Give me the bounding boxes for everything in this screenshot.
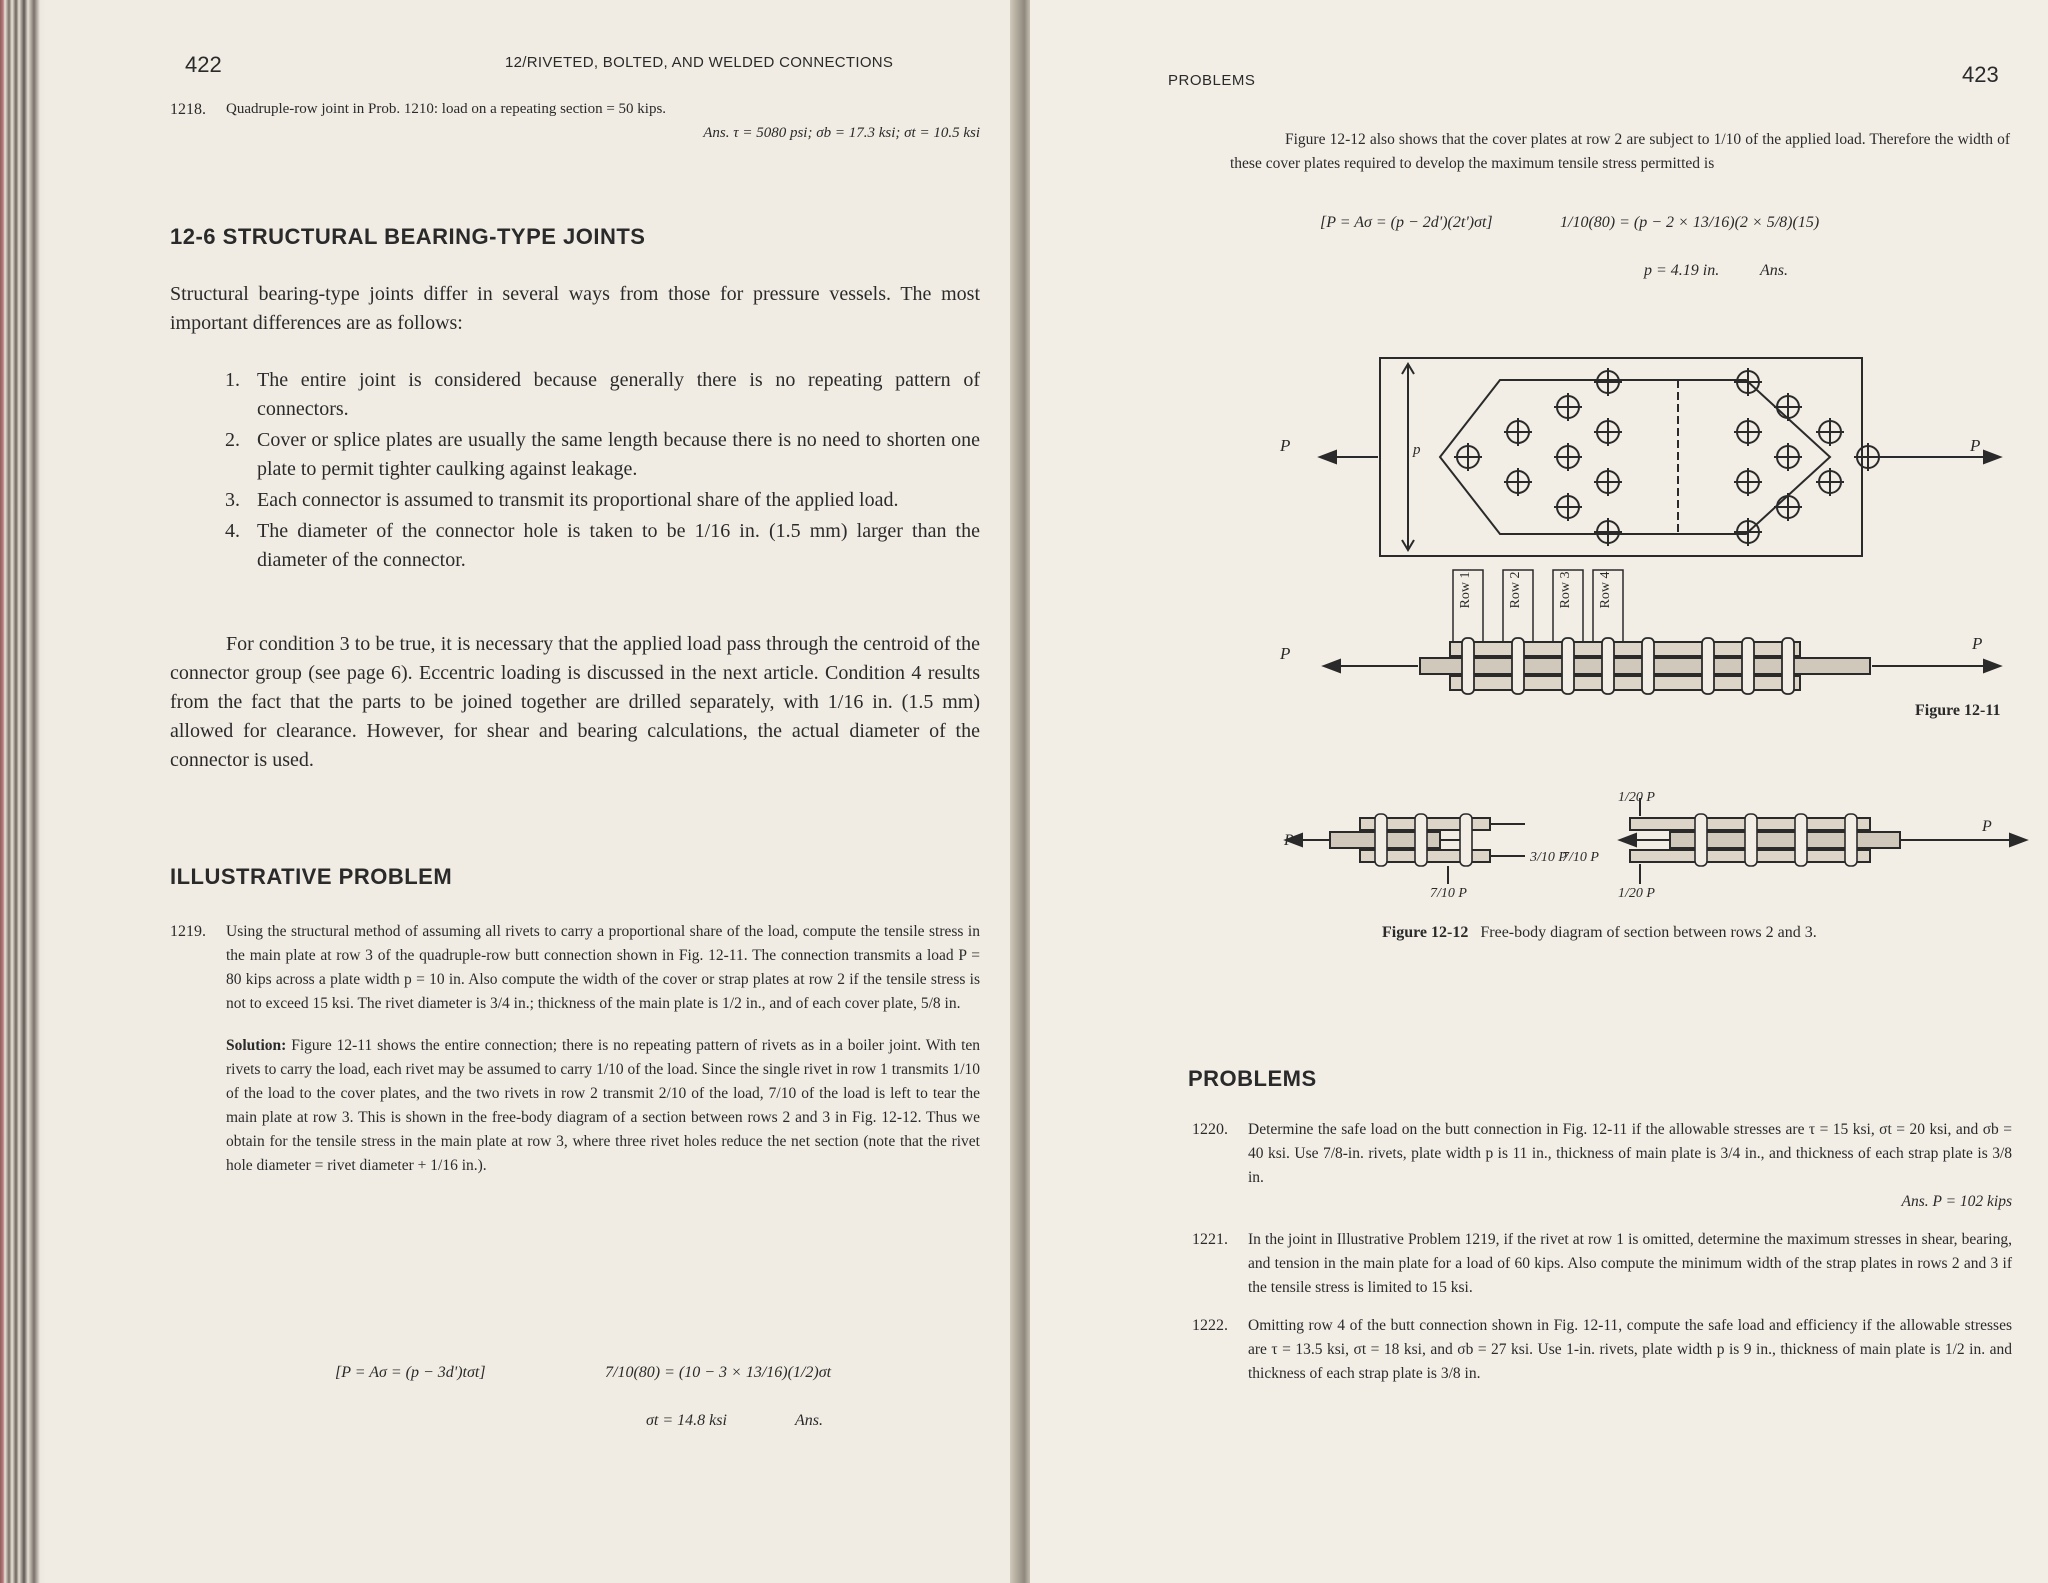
condition-paragraph: For condition 3 to be true, it is necessary that the applied load pass through the centroid of the connector group (see page 6). Eccentric loading is discussed in the next article. Condition 4 results from the fact that the parts to be joined together are drilled separately, with 1/16 in. (1.5 mm) allowed for clearance. However, for shear and bearing calculations, the actual diameter of the connector is used. — [170, 633, 980, 771]
problems-list — [1192, 1118, 2012, 1386]
rivet-shank — [1702, 638, 1714, 694]
list-item — [225, 517, 980, 575]
left-page — [0, 0, 1020, 1583]
arrowhead-left — [1620, 834, 1636, 846]
problem-number: 1220. — [1192, 1121, 1228, 1138]
rivet-shank — [1562, 638, 1574, 694]
list-item — [225, 486, 980, 515]
fig12-right-p: P — [1982, 818, 1992, 835]
row-label-3: Row 3 — [1558, 571, 1573, 609]
fig12-right-bottom-label: 1/20 P — [1618, 886, 1655, 901]
equation-1-left: [P = Aσ = (p − 3d')tσt] — [335, 1364, 486, 1381]
rivet — [1504, 418, 1532, 446]
figure-12-12-diagram — [1030, 780, 2048, 910]
rivet — [1594, 418, 1622, 446]
fig11-load-left: P — [1280, 436, 1291, 455]
solution-label: Solution: — [226, 1037, 287, 1054]
rivet-shank — [1415, 814, 1427, 866]
problem-answer: Ans. τ = 5080 psi; σb = 17.3 ksi; σt = 10.5 ksi — [703, 125, 980, 141]
figure-12-11-caption: Figure 12-11 — [1915, 702, 2001, 719]
list-text: The entire joint is considered because generally there is no repeating pattern of connectors. — [257, 369, 980, 420]
arrowhead-left — [1324, 660, 1340, 672]
rivet — [1454, 443, 1482, 471]
rivet-group — [1454, 368, 1882, 546]
fig11-section-load-right: P — [1972, 634, 1983, 653]
intro-paragraph: Structural bearing-type joints differ in several ways from those for pressure vessels. The most important differences are as follows: — [170, 283, 980, 334]
section-heading: 12-6 STRUCTURAL BEARING-TYPE JOINTS — [170, 224, 646, 249]
cover-plate-paragraph: Figure 12-12 also shows that the cover plates at row 2 are subject to 1/10 of the applied load. Therefore the width of these cover plates required to develop the maximum tensile stress permitted is — [1230, 131, 2010, 172]
fig12-right-left-label: 7/10 P — [1562, 850, 1599, 865]
list-text: Cover or splice plates are usually the same length because there is no need to shorten one plate to permit tighter caulking against leakage. — [257, 429, 980, 480]
figure-12-12-caption — [1382, 924, 1817, 942]
rivet-shank — [1462, 638, 1474, 694]
row-label-2: Row 2 — [1508, 571, 1523, 609]
problem-number: 1222. — [1192, 1317, 1228, 1334]
figure-12-11-diagram — [1030, 340, 2048, 720]
solution-block — [226, 1034, 980, 1178]
fig11-width-label: p — [1413, 442, 1421, 458]
rivet-shank — [1602, 638, 1614, 694]
rivet — [1554, 393, 1582, 421]
rivet — [1774, 393, 1802, 421]
running-head-right: PROBLEMS — [1168, 72, 1256, 89]
list-number: 3. — [225, 489, 240, 511]
rivet-shank — [1742, 638, 1754, 694]
fig12-left-strap-label: 3/10 P — [1530, 850, 1567, 865]
arrowhead-right — [2010, 834, 2026, 846]
equation-1-right: 7/10(80) = (10 − 3 × 13/16)(1/2)σt — [605, 1364, 832, 1381]
rivet — [1554, 493, 1582, 521]
row-label-1: Row 1 — [1458, 571, 1473, 609]
problem-1218 — [170, 98, 980, 144]
list-number: 4. — [225, 520, 240, 542]
differences-list — [225, 366, 980, 577]
equation-2-answer: Ans. — [795, 1412, 823, 1429]
problem-text: Determine the safe load on the butt connection in Fig. 12-11 if the allowable stresses are τ = 15 ksi, σt = 20 ksi, and σb = 40 ksi. Use 7/8-in. rivets, plate width p is 11 in., thickness of main plate is 3/4 in., and thickness of each strap plate is 3/8 in. — [1248, 1121, 2012, 1186]
rivet — [1594, 468, 1622, 496]
figure-12-12-text: Free-body diagram of section between rows 2 and 3. — [1480, 924, 1817, 941]
rivet — [1594, 518, 1622, 546]
fig11-section-load-left: P — [1280, 644, 1291, 663]
list-number: 2. — [225, 429, 240, 451]
problem-number: 1218. — [170, 101, 206, 118]
illustrative-heading: ILLUSTRATIVE PROBLEM — [170, 864, 453, 889]
problem-text: Quadruple-row joint in Prob. 1210: load on a repeating section = 50 kips. — [226, 101, 667, 117]
problem-text: In the joint in Illustrative Problem 1219, if the rivet at row 1 is omitted, determine the maximum stresses in shear, bearing, and tension in the main plate for a load of 60 kips. Also compute the minimum width of the strap plates in rows 2 and 3 if the tensile stress is limited to 15 ksi. — [1248, 1231, 2012, 1296]
fig12-right-top-label: 1/20 P — [1618, 790, 1655, 805]
rivet — [1774, 493, 1802, 521]
page-edge-stack — [0, 0, 46, 1583]
equation-3-right: 1/10(80) = (p − 2 × 13/16)(2 × 5/8)(15) — [1560, 214, 1820, 231]
problem-1222 — [1192, 1314, 2012, 1386]
rivet-shank — [1512, 638, 1524, 694]
list-item — [225, 366, 980, 424]
equation-3-left: [P = Aσ = (p − 2d')(2t')σt] — [1320, 214, 1493, 231]
problem-number: 1221. — [1192, 1231, 1228, 1248]
row-label-4: Row 4 — [1598, 571, 1613, 609]
rivet — [1504, 468, 1532, 496]
list-item — [225, 426, 980, 484]
problem-1219 — [170, 920, 980, 1178]
rivet-shank — [1695, 814, 1707, 866]
page-number-left: 422 — [185, 52, 222, 77]
rivet — [1816, 468, 1844, 496]
problem-1221 — [1192, 1228, 2012, 1300]
rivet-shank — [1782, 638, 1794, 694]
rivet — [1594, 368, 1622, 396]
list-number: 1. — [225, 369, 240, 391]
rivet — [1554, 443, 1582, 471]
problem-number: 1219. — [170, 923, 206, 940]
figure-12-12-label: Figure 12-12 — [1382, 924, 1469, 941]
list-text: The diameter of the connector hole is taken to be 1/16 in. (1.5 mm) larger than the diameter of the connector. — [257, 520, 980, 571]
rivet — [1816, 418, 1844, 446]
rivet-shank — [1642, 638, 1654, 694]
fig12-left-p: P — [1284, 832, 1294, 849]
running-head-left: 12/RIVETED, BOLTED, AND WELDED CONNECTIONS — [505, 54, 894, 71]
rivet-shank — [1795, 814, 1807, 866]
arrowhead-left — [1320, 451, 1336, 463]
problems-heading: PROBLEMS — [1188, 1066, 1317, 1091]
rivet-shank — [1845, 814, 1857, 866]
problem-text: Omitting row 4 of the butt connection shown in Fig. 12-11, compute the safe load and efficiency if the allowable stresses are τ = 13.5 ksi, σt = 18 ksi, and σb = 27 ksi. Use 1-in. rivets, plate width p is 9 in., thickness of main plate is 1/2 in. and thickness of each strap plate is 3/8 in. — [1248, 1317, 2012, 1382]
equation-4: p = 4.19 in. — [1644, 262, 1720, 279]
rivet — [1774, 443, 1802, 471]
rivet — [1734, 468, 1762, 496]
equation-4-answer: Ans. — [1760, 262, 1788, 279]
problem-text: Using the structural method of assuming all rivets to carry a proportional share of the load, compute the tensile stress in the main plate at row 3 of the quadruple-row butt connection shown in Fig. 12-11. The connection transmits a load P = 80 kips across a plate width p = 10 in. Also compute the width of the cover or strap plates at row 2 if the tensile stress is not to exceed 15 ksi. The rivet diameter is 3/4 in.; thickness of the main plate is 1/2 in., and of each cover plate, 5/8 in. — [226, 923, 980, 1012]
arrowhead-right — [1984, 451, 2000, 463]
arrowhead-right — [1984, 660, 2000, 672]
list-text: Each connector is assumed to transmit its proportional share of the applied load. — [257, 489, 899, 511]
rivet — [1854, 443, 1882, 471]
right-page — [1030, 0, 2048, 1583]
rivet-shank — [1745, 814, 1757, 866]
problem-1220 — [1192, 1118, 2012, 1214]
equation-2: σt = 14.8 ksi — [646, 1412, 727, 1429]
problem-answer: Ans. P = 102 kips — [1901, 1193, 2012, 1210]
page-number-right: 423 — [1962, 62, 1999, 87]
solution-text: Figure 12-11 shows the entire connection; there is no repeating pattern of rivets as in a boiler joint. With ten rivets to carry the load, each rivet may be assumed to carry 1/10 of the load. Since the single rivet in row 1 transmits 1/10 of the load to the cover plates, and the two rivets in row 2 transmit 2/10 of the load, 7/10 of the load is left to tear the main plate at row 3. This is shown in the free-body diagram of a section between rows 2 and 3 in Fig. 12-12. Thus we obtain for the tensile stress in the main plate at row 3, where three rivet holes reduce the net section (note that the rivet hole diameter = rivet diameter + 1/16 in.). — [226, 1037, 981, 1174]
fig12-left-bottom-label: 7/10 P — [1430, 886, 1467, 901]
rivet-shank — [1460, 814, 1472, 866]
rivet-shank — [1375, 814, 1387, 866]
fig11-load-right: P — [1970, 436, 1981, 455]
cover-plate-outline — [1440, 380, 1830, 534]
rivet — [1734, 418, 1762, 446]
